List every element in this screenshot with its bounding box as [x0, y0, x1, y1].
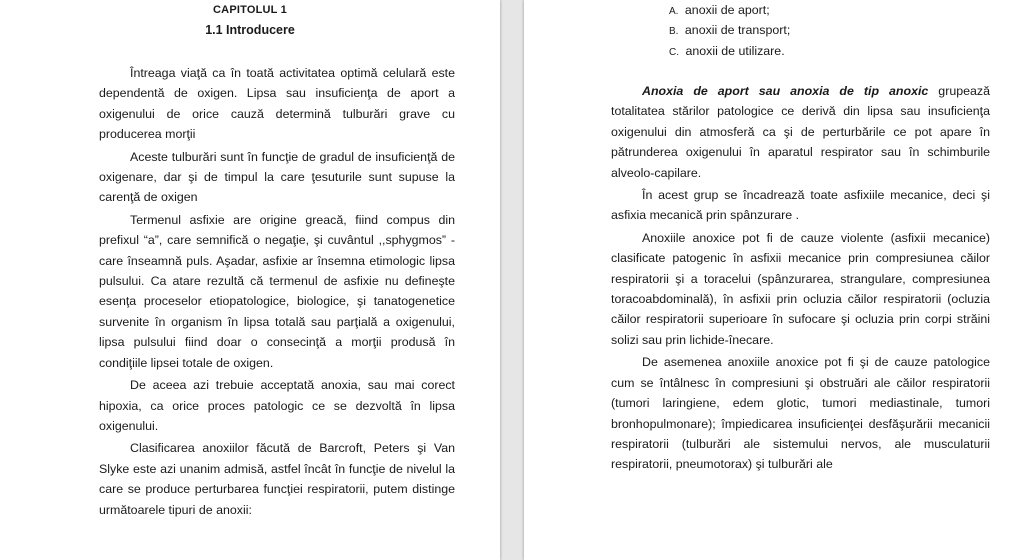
- list-marker: C.: [669, 46, 679, 58]
- paragraph: De aceea azi trebuie acceptată anoxia, sau mai corect hipoxia, ca orice proces patologic ce se dezvoltă în lipsa oxigenului.: [99, 378, 455, 433]
- paragraph: În acest grup se încadrează toate asfixiile mecanice, deci şi asfixia mecanică prin spânzurare .: [611, 188, 990, 223]
- paragraph: Întreaga viaţă ca în toată activitatea optimă celulară este dependentă de oxigen. Lipsa sau insuficienţa de aport a oxigenului de orice cauză determină tulburări grave cu producerea morţii: [99, 66, 455, 142]
- paragraph: Termenul asfixie are origine greacă, fiind compus din prefixul “a”, care semnifică o negaţie, şi cuvântul ,,sphygmos” - care înseamnă puls. Aşadar, asfixie ar însemna etimologic lipsa pulsului. Ca atare rezultă că termenul de asfixie nu defineşte esenţa proceselor etiopatologice, biologice, şi tanatogenetice survenite în organism în lipsa totală sau parţială a oxigenului, lipsa pulsului fiind doar o consecinţă a morţii produsă în condiţiile lipsei totale de oxigen.: [99, 212, 455, 370]
- list-item: [669, 0, 790, 20]
- anoxia-types-list: [669, 0, 790, 61]
- list-marker: B.: [669, 26, 679, 38]
- list-item: [669, 20, 790, 40]
- emphasized-term: Anoxia de aport sau anoxia de tip anoxic: [642, 84, 929, 98]
- paragraph-text: grupează totalitatea stărilor patologice ce derivă din lipsa sau insuficienţa oxigenului din atmosferă ca şi de perturbările ce pot apare în pătrunderea oxigenului în aparatul respirator sau în schimburile alveolo-capilare.: [611, 84, 990, 180]
- left-page-body: [99, 63, 455, 520]
- document-page-right: [524, 0, 1024, 560]
- chapter-heading: CAPITOLUL 1: [213, 4, 287, 16]
- right-page-body: [611, 81, 990, 475]
- paragraph: [611, 81, 990, 183]
- list-item-text: anoxii de transport;: [684, 23, 791, 38]
- list-marker: A.: [669, 6, 679, 17]
- paragraph: Anoxiile anoxice pot fi de cauze violente (asfixii mecanice) clasificate patogenic în asfixii mecanice prin compresiunea căilor respiratorii şi a toracelui (spânzurarea, strangulare, compresiunea toracoabdominală), în asfixii prin ocluzia căilor respiratorii (ocluzia căilor respiratorii superioare în sufocare şi ocluzia prin corpi străini solizi sau prin lichide-înecare.: [611, 230, 990, 347]
- paragraph: Clasificarea anoxiilor făcută de Barcroft, Peters şi Van Slyke este azi unanim admisă, astfel încât în funcţie de nivelul la care se produce perturbarea funcţiei respiratorii, putem distinge următoarele tipuri de anoxii:: [99, 441, 455, 517]
- list-item-text: anoxii de aport;: [684, 3, 770, 17]
- list-item-text: anoxii de utilizare.: [685, 43, 785, 58]
- list-item: [669, 41, 790, 61]
- paragraph: Aceste tulburări sunt în funcţie de gradul de insuficienţă de oxigenare, dar şi de timpul la care ţesuturile sunt supuse la carenţă de oxigen: [99, 149, 455, 205]
- section-heading: 1.1 Introducere: [205, 23, 295, 37]
- document-page-left: [0, 0, 500, 560]
- paragraph: De asemenea anoxiile anoxice pot fi şi de cauze patologice cum se întâlnesc în compresiuni şi obstruări ale căilor respiratorii (tumori laringiene, edem glotic, tumori mediastinale, tumori bronhopulmonare); împiedicarea insuficienţei desfăşurării mecanicii respiratorii (tulburări ale sistemului nervos, ale musculaturii respiratorii, pneumotorax) şi tulburări ale: [611, 355, 990, 472]
